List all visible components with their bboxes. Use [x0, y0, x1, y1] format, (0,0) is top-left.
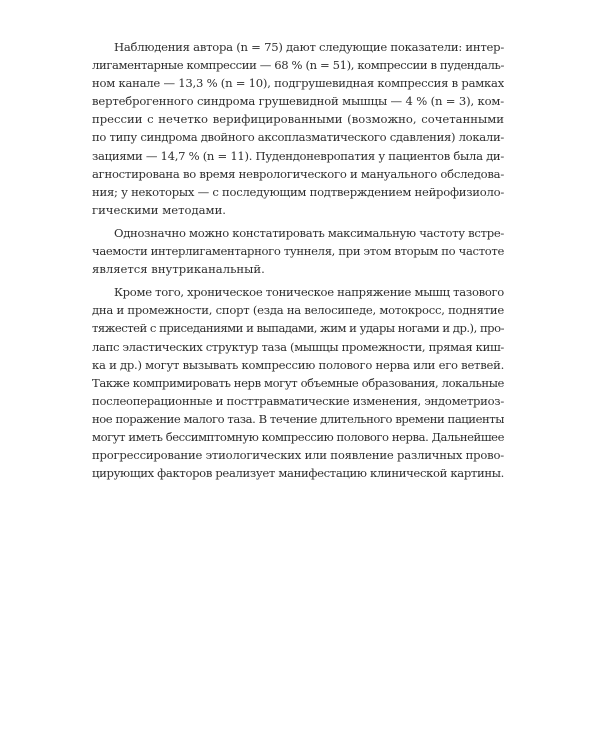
body-text — [92, 38, 504, 487]
text-line: агностирована во время неврологического и мануального обследова- — [92, 166, 504, 181]
paragraph-other-causes — [92, 283, 504, 482]
text-line: вертеброгенного синдрома грушевидной мышцы — 4 % (n = 3), ком- — [92, 94, 504, 109]
text-line: дна и промежности, спорт (езда на велосипеде, мотокросс, поднятие — [92, 303, 504, 318]
text-line: прессии с нечетко верифицированными (возможно, сочетанными — [92, 112, 504, 127]
text-line: лапс эластических структур таза (мышцы промежности, прямая киш- — [92, 339, 504, 354]
text-line: лигаментарные компрессии — 68 % (n = 51), компрессии в пудендаль- — [92, 58, 504, 73]
paragraph-author-observations — [92, 38, 504, 219]
text-line: могут иметь бессимптомную компрессию полового нерва. Дальнейшее — [92, 429, 504, 444]
text-line: по типу синдрома двойного аксоплазматического сдавления) локали- — [92, 130, 504, 145]
text-line: Однозначно можно констатировать максимальную частоту встре- — [114, 225, 504, 240]
text-line: Также компримировать нерв могут объемные образования, локальные — [92, 375, 504, 390]
text-line: является внутриканальный. — [92, 262, 265, 277]
text-line: цирующих факторов реализует манифестацию клинической картины. — [92, 466, 504, 481]
text-line: ка и др.) могут вызывать компрессию полового нерва или его ветвей. — [92, 357, 504, 372]
text-line: ное поражение малого таза. В течение длительного времени пациенты — [92, 411, 504, 426]
text-line: Наблюдения автора (n = 75) дают следующие показатели: интер- — [114, 40, 504, 54]
text-line: послеоперационные и посттравматические изменения, эндометриоз- — [92, 393, 504, 408]
text-line: ном канале — 13,3 % (n = 10), подгрушевидная компрессия в рамках — [92, 76, 504, 91]
text-line: гическими методами. — [92, 202, 226, 217]
paragraph-frequency — [92, 224, 504, 278]
text-line: тяжестей с приседаниями и выпадами, жим и удары ногами и др.), про- — [92, 321, 504, 336]
text-line: чаемости интерлигаментарного туннеля, при этом вторым по частоте — [92, 244, 504, 259]
text-line: прогрессирование этиологических или появление различных прово- — [92, 448, 504, 463]
text-line: ния; у некоторых — с последующим подтверждением нейрофизиоло- — [92, 184, 504, 199]
text-line: Кроме того, хроническое тоническое напряжение мышц тазового — [114, 285, 504, 300]
text-line: зациями — 14,7 % (n = 11). Пудендоневропатия у пациентов была ди- — [92, 148, 504, 163]
